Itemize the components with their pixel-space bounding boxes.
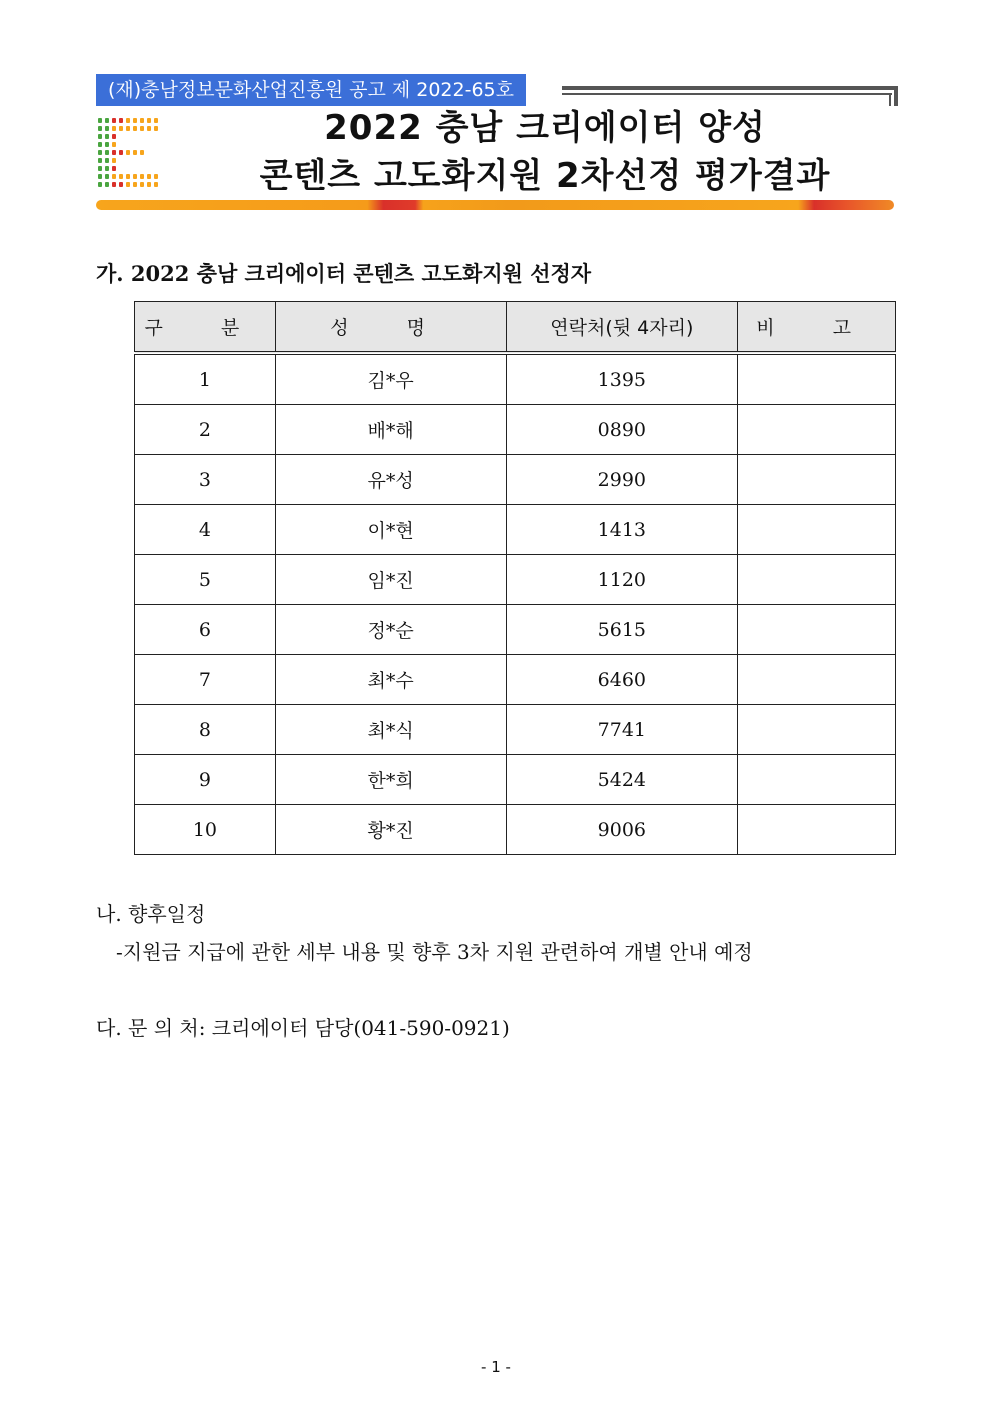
table-row xyxy=(135,605,896,655)
cell-name: 이*현 xyxy=(275,505,506,555)
cell-name: 임*진 xyxy=(275,555,506,605)
cell-name: 황*진 xyxy=(275,805,506,855)
table-header-row xyxy=(135,302,896,354)
cell-name: 유*성 xyxy=(275,455,506,505)
cell-name: 한*희 xyxy=(275,755,506,805)
cell-number: 7 xyxy=(135,655,276,705)
cell-phone: 5615 xyxy=(506,605,738,655)
table-row xyxy=(135,655,896,705)
cell-phone: 0890 xyxy=(506,405,738,455)
cell-number: 8 xyxy=(135,705,276,755)
cell-note xyxy=(738,605,896,655)
cell-number: 1 xyxy=(135,353,276,405)
logo-icon xyxy=(96,116,162,188)
cell-phone: 2990 xyxy=(506,455,738,505)
cell-phone: 9006 xyxy=(506,805,738,855)
cell-number: 9 xyxy=(135,755,276,805)
page-title-line1: 2022 충남 크리에이터 양성 xyxy=(324,108,766,148)
col-header-name: 성 명 xyxy=(275,302,506,354)
header-rule xyxy=(562,86,898,106)
cell-name: 김*우 xyxy=(275,353,506,405)
cell-note xyxy=(738,455,896,505)
section-b-detail: -지원금 지급에 관한 세부 내용 및 향후 3차 지원 관련하여 개별 안내 예정 xyxy=(116,940,753,964)
col-header-note: 비 고 xyxy=(738,302,896,354)
title-underline-bar xyxy=(96,200,894,210)
page-number: - 1 - xyxy=(481,1358,511,1376)
table-row xyxy=(135,755,896,805)
cell-number: 2 xyxy=(135,405,276,455)
cell-phone: 5424 xyxy=(506,755,738,805)
cell-name: 최*식 xyxy=(275,705,506,755)
table-row xyxy=(135,405,896,455)
cell-name: 최*수 xyxy=(275,655,506,705)
cell-phone: 1413 xyxy=(506,505,738,555)
col-header-phone: 연락처(뒷 4자리) xyxy=(506,302,738,354)
section-c-contact: 다. 문 의 처: 크리에이터 담당(041-590-0921) xyxy=(96,1016,510,1040)
table-row xyxy=(135,505,896,555)
cell-name: 배*해 xyxy=(275,405,506,455)
cell-note xyxy=(738,405,896,455)
cell-note xyxy=(738,505,896,555)
section-b-heading: 나. 향후일정 xyxy=(96,902,206,926)
cell-phone: 6460 xyxy=(506,655,738,705)
cell-number: 4 xyxy=(135,505,276,555)
table-row xyxy=(135,353,896,405)
table-row xyxy=(135,705,896,755)
col-header-number: 구 분 xyxy=(135,302,276,354)
table-row xyxy=(135,455,896,505)
table-row xyxy=(135,805,896,855)
cell-note xyxy=(738,655,896,705)
table-row xyxy=(135,555,896,605)
cell-phone: 7741 xyxy=(506,705,738,755)
cell-phone: 1395 xyxy=(506,353,738,405)
page-title-line2: 콘텐츠 고도화지원 2차선정 평가결과 xyxy=(259,156,831,196)
winners-table xyxy=(134,301,896,855)
cell-number: 3 xyxy=(135,455,276,505)
cell-number: 5 xyxy=(135,555,276,605)
cell-name: 정*순 xyxy=(275,605,506,655)
cell-note xyxy=(738,755,896,805)
cell-note xyxy=(738,555,896,605)
cell-note xyxy=(738,353,896,405)
cell-phone: 1120 xyxy=(506,555,738,605)
cell-note xyxy=(738,805,896,855)
section-a-heading: 가. 2022 충남 크리에이터 콘텐츠 고도화지원 선정자 xyxy=(96,261,592,286)
cell-number: 10 xyxy=(135,805,276,855)
cell-number: 6 xyxy=(135,605,276,655)
notice-badge: (재)충남정보문화산업진흥원 공고 제 2022-65호 xyxy=(96,74,526,106)
cell-note xyxy=(738,705,896,755)
